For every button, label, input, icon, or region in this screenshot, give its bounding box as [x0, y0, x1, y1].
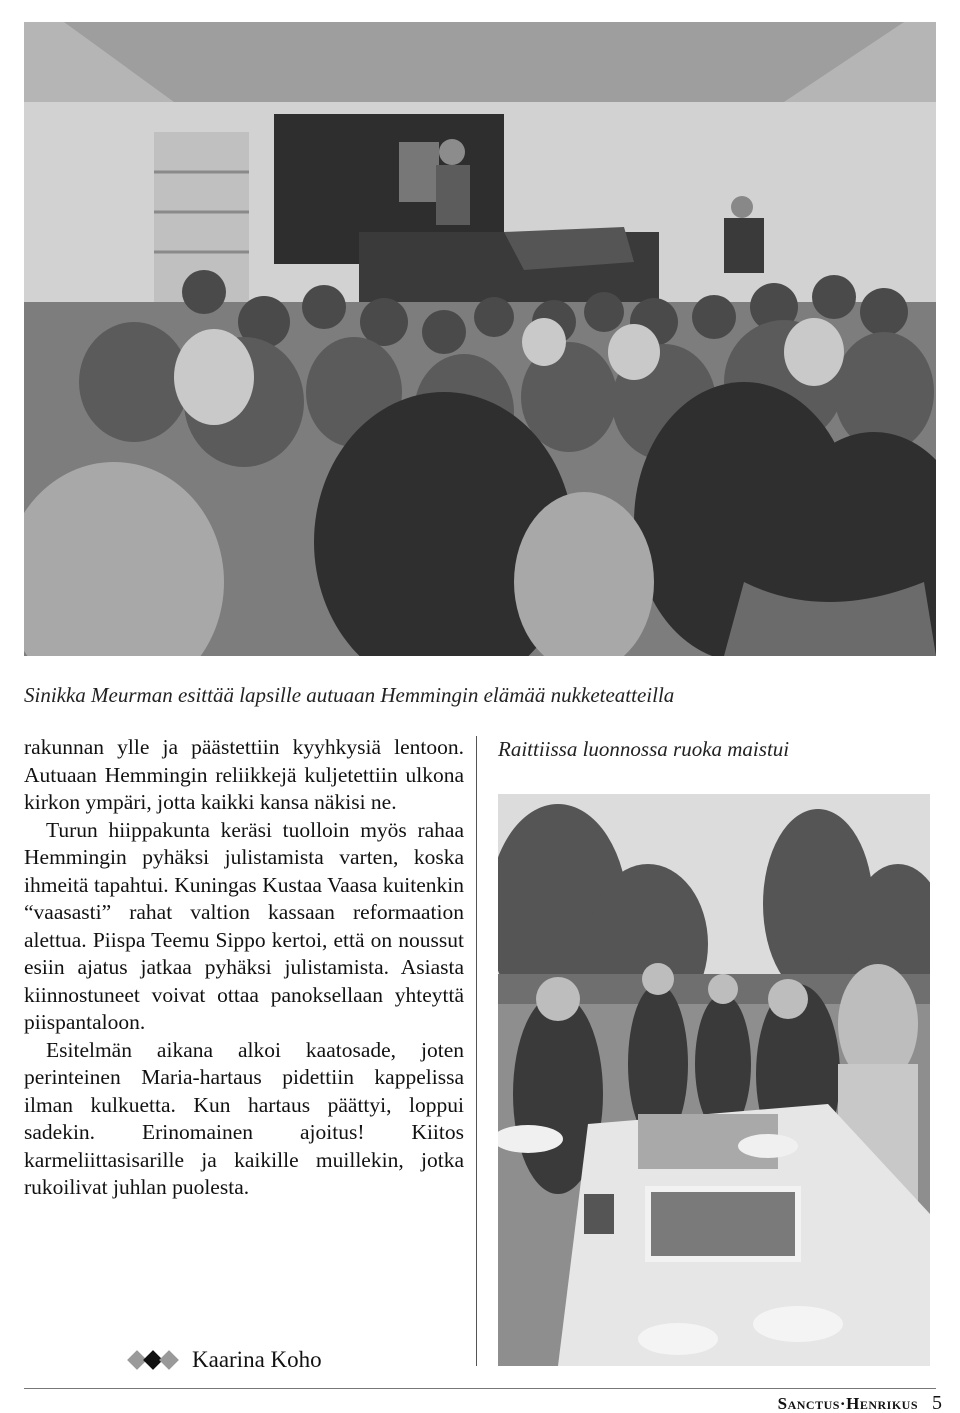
top-photo-caption: Sinikka Meurman esittää lapsille autuaan Hemmingin elämää nukketeatteilla: [24, 683, 675, 707]
column-divider: [476, 736, 477, 1366]
outdoor-meal-photo: [498, 794, 930, 1366]
article-paragraph: rakunnan ylle ja päästettiin kyyhkysiä lentoon. Autuaan Hemmingin reliikkejä kuljetettiin ulkona kirkon ympäri, jotta kaikki kansa näkisi ne.: [24, 735, 464, 814]
diamond-light-icon: [159, 1350, 179, 1370]
article-body: [24, 734, 464, 1202]
right-photo-caption: Raittiissa luonnossa ruoka maistui: [498, 737, 790, 761]
byline: [130, 1345, 322, 1375]
page-number: 5: [932, 1392, 942, 1413]
footer-rule: [24, 1388, 936, 1389]
puppet-theatre-photo: [24, 22, 936, 656]
masthead-title: Sanctus·Henrikus: [777, 1394, 918, 1413]
article-paragraph: Esitelmän aikana alkoi kaatosade, joten perinteinen Maria-hartaus pidettiin kappelissa ilman kulkuetta. Kun hartaus päättyi, loppui sadekin. Erinomainen ajoitus! Kiitos karmeliittasisarille ja kaikille muillekin, jotka rukoilivat juhlan puolesta.: [24, 1037, 464, 1199]
author-name: Kaarina Koho: [192, 1347, 322, 1372]
page-footer: [778, 1392, 942, 1413]
three-diamonds-icon: [130, 1353, 176, 1367]
article-paragraph: Turun hiippakunta keräsi tuolloin myös rahaa Hemmingin pyhäksi julistamista varten, koska ihmeitä tapahtui. Kuningas Kustaa Vaasa kuitenkin “vaasasti” rahat valtion kassaan reformaation alettua. Piispa Teemu Sippo kertoi, että on noussut esiin ajatus jatkaa pyhäksi julistamista. Asiasta kiinnostuneet voivat ottaa panoksellaan yhteyttä piispantaloon.: [24, 817, 464, 1034]
